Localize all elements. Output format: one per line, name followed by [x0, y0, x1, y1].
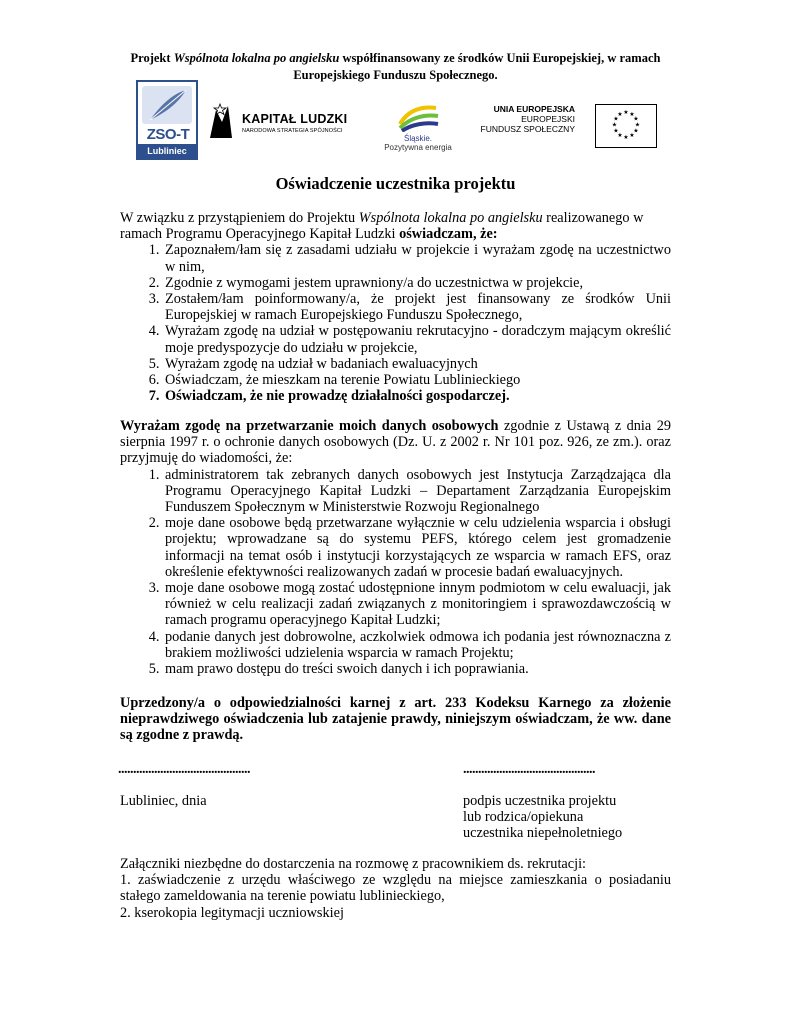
signature-caption-line1: podpis uczestnika projektu [463, 793, 617, 809]
list-item: 2. moje dane osobowe będą przetwarzane wyłącznie w celu udzielenia wsparcia i obsługi projektu; wprowadzane są do systemu PEFS, którego celem jest gromadzenie informacji na temat osób i instytucji korzystających ze wsparcia w ramach EFS, oraz określenie efektywności realizowanych zadań w procesie badań ewaluacyjnych. [163, 515, 671, 580]
svg-text:★: ★ [617, 132, 623, 139]
feather-icon [142, 86, 192, 124]
attachment-item-1: 1. zaświadczenie z urzędu właściwego ze względu na miejsce zamieszkania o posiadaniu stałego zameldowania na terenie powiatu lublinieckiego, [120, 872, 671, 905]
intro-project-name: Wspólnota lokalna po angielsku [358, 210, 543, 226]
list-item: 1. administratorem tak zebranych danych osobowych jest Instytucja Zarządzająca dla Programu Operacyjnego Kapitał Ludzki – Departament Zarządzania Europejskim Funduszem Społecznym w Ministerstwie Rozwoju Regionalnego [163, 467, 671, 516]
list-item: 7. Oświadczam, że nie prowadzę działalności gospodarczej. [163, 388, 671, 404]
attachments-heading: Załączniki niezbędne do dostarczenia na rozmowę z pracownikiem ds. rekrutacji: [120, 856, 587, 872]
consent-list [120, 467, 671, 678]
intro-bold: oświadczam, że: [399, 226, 498, 243]
eu-text [465, 104, 575, 134]
attachments-section [120, 856, 671, 921]
list-item: 1. Zapoznałem/łam się z zasadami udziału w projekcie i wyrażam zgodę na uczestnictwo w nim, [163, 242, 671, 274]
kapital-ludzki-subtitle: NARODOWA STRATEGIA SPÓJNOŚCI [242, 128, 343, 134]
signature-caption-line2: lub rodzica/opiekuna [463, 809, 584, 826]
header-pre: Projekt [130, 51, 174, 65]
list-item: 4. Wyrażam zgodę na udział w postępowaniu rekrutacyjno - doradczym mającym określić moje predyspozycje do udziału w projekcie, [163, 323, 671, 355]
list-item: 6. Oświadczam, że mieszkam na terenie Powiatu Lublinieckiego [163, 372, 671, 388]
list-item: 2. Zgodnie z wymogami jestem uprawniony/a do uczestnictwa w projekcie, [163, 275, 671, 291]
consent-text [120, 418, 671, 467]
consent-rest: zgodnie z Ustawą z dnia 29 sierpnia 1997 r. o ochronie danych osobowych (Dz. U. z 2002 r. Nr 101 poz. 926, ze zm.). oraz przyjmuję do wiadomości, że: [120, 418, 671, 467]
signature-caption [463, 793, 622, 842]
svg-text:★: ★ [611, 121, 618, 129]
participant-signature-line: ............................................ [463, 762, 595, 777]
signature-caption-line3: uczestnika niepełnoletniego [463, 825, 623, 842]
slaskie-logo [378, 98, 458, 154]
zsot-logo-text: ZSO-T [146, 126, 190, 143]
svg-text:★: ★ [634, 121, 641, 129]
kapital-ludzki-title: KAPITAŁ LUDZKI [242, 112, 348, 126]
list-item: 3. Zostałem/łam poinformowany/a, że projekt jest finansowany ze środków Unii Europejskiej w ramach Europejskiego Funduszu Społecznego, [163, 291, 671, 323]
document-title: Oświadczenie uczestnika projektu [275, 174, 516, 193]
svg-text:★: ★ [613, 127, 619, 135]
svg-text:★: ★ [617, 111, 623, 118]
slaskie-waves-icon [378, 98, 458, 132]
eu-line3: FUNDUSZ SPOŁECZNY [480, 124, 575, 134]
list-item: 3. moje dane osobowe mogą zostać udostępnione innym podmiotom w celu ewaluacji, jak również w celu realizacji zadań związanych z monitoringiem i sprawozdawczością w ramach programu operacyjnego Kapitał Ludzki; [163, 580, 671, 629]
eu-logo [480, 104, 685, 154]
kapital-ludzki-icon [206, 102, 236, 140]
svg-text:★: ★ [629, 111, 635, 118]
list-item: 5. Wyrażam zgodę na udział w badaniach ewaluacyjnych [163, 356, 671, 372]
zsot-logo-city: Lubliniec [138, 144, 196, 158]
svg-text:★: ★ [633, 127, 639, 135]
intro-text [120, 210, 671, 242]
svg-text:★: ★ [629, 132, 635, 139]
attachment-item-2: 2. kserokopia legitymacji uczniowskiej [120, 904, 344, 921]
slaskie-tagline: Pozytywna energia [384, 143, 452, 152]
intro-pre: W związku z przystąpieniem do Projektu [120, 210, 359, 226]
slaskie-name: Śląskie. [403, 134, 432, 143]
svg-text:★: ★ [623, 134, 629, 141]
declarations-list [120, 242, 671, 404]
intro-mid: realizowanego w ramach Programu Operacyjnego Kapitał Ludzki [120, 210, 644, 243]
header-project-name: Wspólnota lokalna po angielsku [173, 51, 340, 65]
place-date-label: Lubliniec, dnia [120, 793, 207, 809]
svg-text:★: ★ [623, 109, 629, 116]
date-signature-line: ............................................ [118, 762, 250, 777]
eu-line2: EUROPEJSKI [521, 114, 575, 124]
kapital-ludzki-logo [206, 102, 356, 142]
logo-bar [120, 78, 680, 160]
header-post: współfinansowany ze środków Unii Europejskiej, w ramach Europejskiego Funduszu Społecznego. [293, 51, 661, 82]
zsot-logo [136, 80, 198, 160]
list-item: 4. podanie danych jest dobrowolne, aczkolwiek odmowa ich podania jest równoznaczna z brakiem możliwości udzielenia wsparcia w ramach Projektu; [163, 629, 671, 661]
svg-text:★: ★ [633, 115, 639, 123]
eu-line1: UNIA EUROPEJSKA [493, 104, 575, 114]
svg-text:★: ★ [613, 115, 619, 123]
list-item: 5. mam prawo dostępu do treści swoich danych i ich poprawiania. [163, 661, 671, 677]
criminal-liability-warning: Uprzedzony/a o odpowiedzialności karnej z art. 233 Kodeksu Karnego za złożenie nieprawdziwego oświadczenia lub zatajenie prawdy, niniejszym oświadczam, że ww. dane są zgodne z prawdą. [120, 695, 671, 744]
eu-flag-icon [595, 104, 657, 148]
declarations-section [120, 210, 671, 404]
consent-bold: Wyrażam zgodę na przetwarzanie moich danych osobowych [120, 418, 499, 434]
consent-section [120, 418, 671, 677]
